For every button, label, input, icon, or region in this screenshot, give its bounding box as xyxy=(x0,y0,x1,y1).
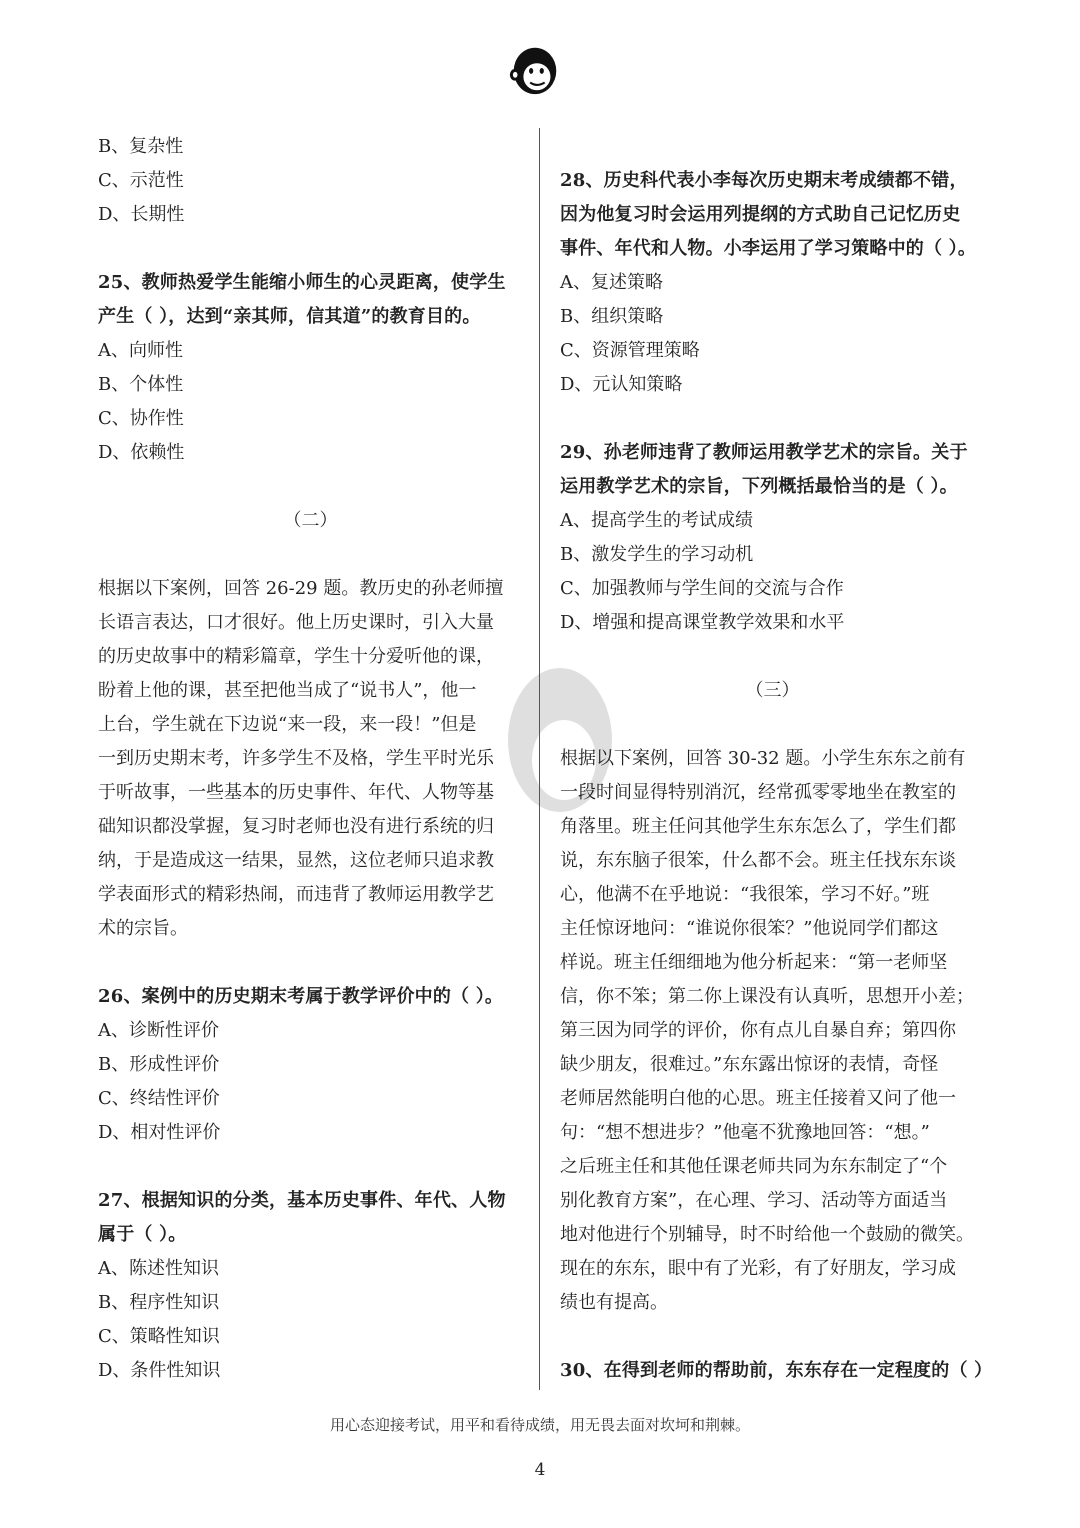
option: D、相对性评价 xyxy=(98,1122,221,1143)
question-text: 因为他复习时会运用列提纲的方式助自己记忆历史 xyxy=(560,204,961,225)
passage-line: 主任惊讶地问：“谁说你很笨？”他说同学们都这 xyxy=(560,918,939,939)
question-25 xyxy=(98,266,523,470)
passage-line: 于听故事，一些基本的历史事件、年代、人物等基 xyxy=(98,782,494,803)
monkey-mascot-icon xyxy=(506,40,564,98)
passage-line: 一到历史期末考，许多学生不及格，学生平时光乐 xyxy=(98,748,494,769)
question-text: 事件、年代和人物。小李运用了学习策略中的（ ）。 xyxy=(560,238,977,259)
passage-line: 地对他进行个别辅导，时不时给他一个鼓励的微笑。 xyxy=(560,1224,974,1245)
left-column xyxy=(98,130,523,1388)
passage-line: 学表面形式的精彩热闹，而违背了教师运用教学艺 xyxy=(98,884,494,905)
option: C、策略性知识 xyxy=(98,1326,220,1347)
option: B、形成性评价 xyxy=(98,1054,220,1075)
passage-line: 一段时间显得特别消沉，经常孤零零地坐在教室的 xyxy=(560,782,956,803)
passage-line: 础知识都没掌握，复习时老师也没有进行系统的归 xyxy=(98,816,494,837)
passage-line: 的历史故事中的精彩篇章，学生十分爱听他的课， xyxy=(98,646,494,667)
passage-line: 之后班主任和其他任课老师共同为东东制定了“个 xyxy=(560,1156,948,1177)
option: C、示范性 xyxy=(98,170,184,191)
passage-line: 根据以下案例，回答 30-32 题。小学生东东之前有 xyxy=(560,748,966,769)
question-text: 25、教师热爱学生能缩小师生的心灵距离，使学生 xyxy=(98,272,506,293)
passage-line: 上台，学生就在下边说“来一段，来一段！”但是 xyxy=(98,714,477,735)
question-text: 27、根据知识的分类，基本历史事件、年代、人物 xyxy=(98,1190,506,1211)
option: B、复杂性 xyxy=(98,136,184,157)
question-27 xyxy=(98,1184,523,1388)
case-passage-2 xyxy=(98,572,523,946)
question-28 xyxy=(560,164,985,402)
option: B、程序性知识 xyxy=(98,1292,220,1313)
passage-line: 别化教育方案”，在心理、学习、活动等方面适当 xyxy=(560,1190,948,1211)
option: B、个体性 xyxy=(98,374,184,395)
option: B、激发学生的学习动机 xyxy=(560,544,754,565)
option: A、诊断性评价 xyxy=(98,1020,219,1041)
option: B、组织策略 xyxy=(560,306,664,327)
option: C、终结性评价 xyxy=(98,1088,220,1109)
case-passage-3 xyxy=(560,742,985,1320)
passage-line: 现在的东东，眼中有了光彩，有了好朋友，学习成 xyxy=(560,1258,956,1279)
passage-line: 术的宗旨。 xyxy=(98,918,188,939)
question-30 xyxy=(560,1354,993,1388)
question-26 xyxy=(98,980,523,1150)
passage-line: 第三因为同学的评价，你有点儿自暴自弃；第四你 xyxy=(560,1020,956,1041)
option: D、长期性 xyxy=(98,204,185,225)
passage-line: 长语言表达，口才很好。他上历史课时，引入大量 xyxy=(98,612,494,633)
question-text: 26、案例中的历史期末考属于教学评价中的（ ）。 xyxy=(98,986,504,1007)
passage-line: 纳，于是造成这一结果，显然，这位老师只追求教 xyxy=(98,850,494,871)
option: D、元认知策略 xyxy=(560,374,683,395)
option: A、复述策略 xyxy=(560,272,663,293)
column-divider xyxy=(539,128,540,1390)
option: C、协作性 xyxy=(98,408,184,429)
passage-line: 缺少朋友，很难过。”东东露出惊讶的表情，奇怪 xyxy=(560,1054,939,1075)
option: C、资源管理策略 xyxy=(560,340,700,361)
passage-line: 绩也有提高。 xyxy=(560,1292,668,1313)
passage-line: 样说。班主任细细地为他分析起来：“第一老师坚 xyxy=(560,952,948,973)
passage-line: 句：“想不想进步？”他毫不犹豫地回答：“想。” xyxy=(560,1122,930,1143)
question-text: 29、孙老师违背了教师运用教学艺术的宗旨。关于 xyxy=(560,442,968,463)
option: A、陈述性知识 xyxy=(98,1258,219,1279)
section-heading-2: （二） xyxy=(283,510,338,531)
passage-line: 心，他满不在乎地说：“我很笨，学习不好。”班 xyxy=(560,884,930,905)
footer-motto: 用心态迎接考试，用平和看待成绩，用无畏去面对坎坷和荆棘。 xyxy=(329,1416,750,1434)
option: A、提高学生的考试成绩 xyxy=(560,510,753,531)
option: A、向师性 xyxy=(98,340,183,361)
question-29 xyxy=(560,436,985,640)
page-number: 4 xyxy=(534,1460,546,1480)
question-text: 30、在得到老师的帮助前，东东存在一定程度的（ ） xyxy=(560,1360,993,1381)
option: D、增强和提高课堂教学效果和水平 xyxy=(560,612,845,633)
q24-options xyxy=(98,130,523,232)
option: D、条件性知识 xyxy=(98,1360,221,1381)
passage-line: 说，东东脑子很笨，什么都不会。班主任找东东谈 xyxy=(560,850,956,871)
option: C、加强教师与学生间的交流与合作 xyxy=(560,578,844,599)
section-heading-3: （三） xyxy=(745,680,800,701)
question-text: 属于（ ）。 xyxy=(98,1224,187,1245)
option: D、依赖性 xyxy=(98,442,185,463)
right-column xyxy=(560,130,993,1388)
passage-line: 老师居然能明白他的心思。班主任接着又问了他一 xyxy=(560,1088,956,1109)
question-text: 产生（ ），达到“亲其师，信其道”的教育目的。 xyxy=(98,306,481,327)
passage-line: 盼着上他的课，甚至把他当成了“说书人”，他一 xyxy=(98,680,477,701)
passage-line: 根据以下案例，回答 26-29 题。教历史的孙老师擅 xyxy=(98,578,504,599)
question-text: 28、历史科代表小李每次历史期末考成绩都不错， xyxy=(560,170,968,191)
question-text: 运用教学艺术的宗旨，下列概括最恰当的是（ ）。 xyxy=(560,476,958,497)
passage-line: 角落里。班主任问其他学生东东怎么了，学生们都 xyxy=(560,816,956,837)
passage-line: 信，你不笨；第二你上课没有认真听，思想开小差； xyxy=(560,986,974,1007)
